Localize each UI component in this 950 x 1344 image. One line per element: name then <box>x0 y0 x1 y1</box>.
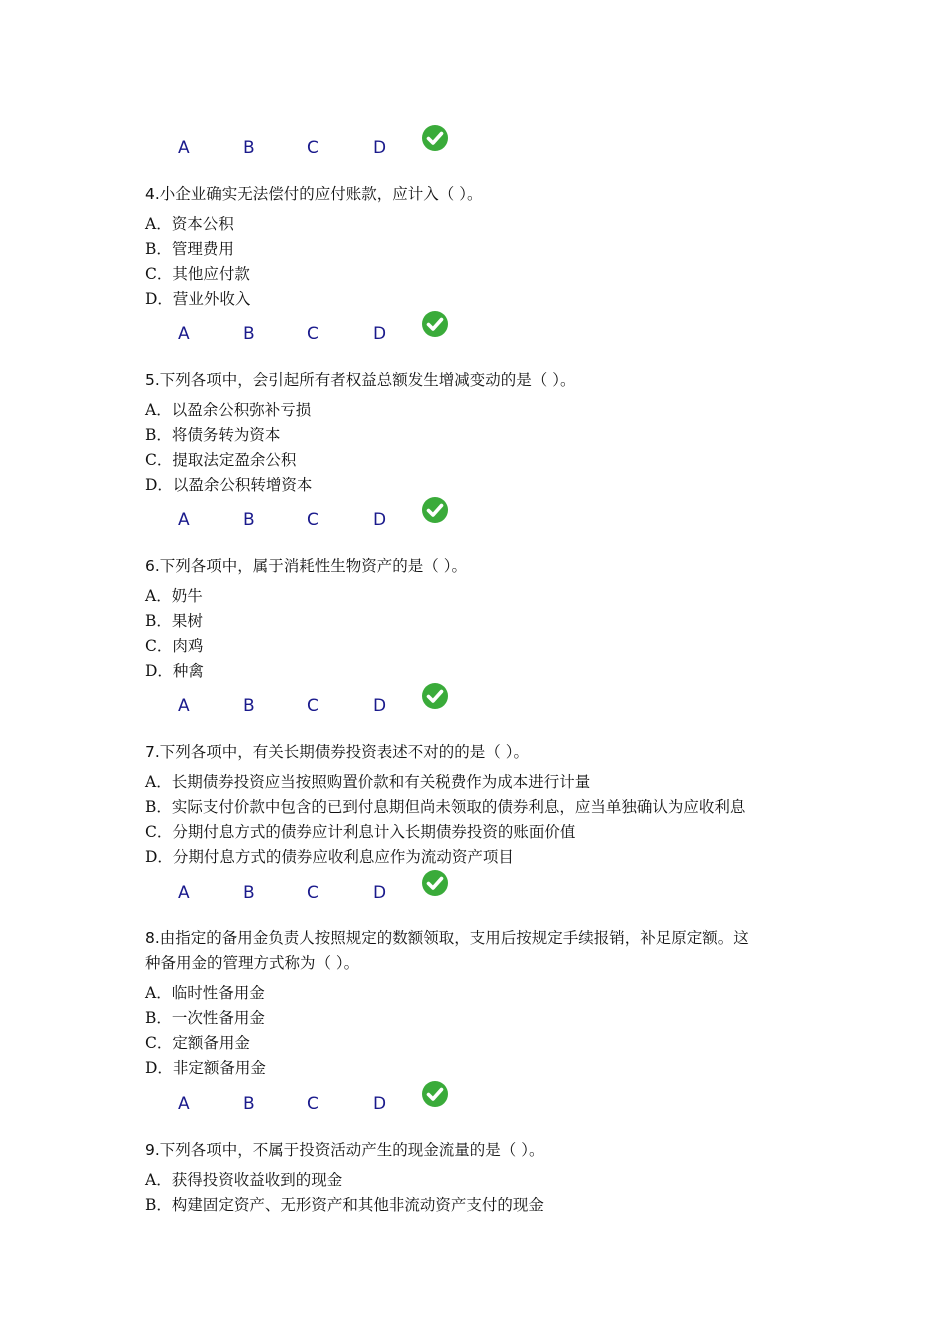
question-stem <box>145 182 825 207</box>
question-number: 9. <box>145 1141 160 1159</box>
answer-choice-a[interactable]: A <box>178 138 190 158</box>
answer-choice-c[interactable]: C <box>307 510 319 530</box>
check-circle-icon <box>421 869 449 897</box>
answer-choice-c[interactable]: C <box>307 1094 319 1114</box>
answer-row <box>0 682 950 722</box>
question-text: 下列各项中，属于消耗性生物资产的是（ ）。 <box>159 557 467 575</box>
option-item: B．一次性备用金 <box>145 1009 265 1027</box>
option-item: B．管理费用 <box>145 240 234 258</box>
question-stem-line <box>145 182 825 207</box>
answer-choice-d[interactable]: D <box>373 324 387 344</box>
question-stem-line <box>145 926 825 951</box>
check-circle-icon <box>421 310 449 338</box>
answer-choice-a[interactable]: A <box>178 510 190 530</box>
question-text: 由指定的备用金负责人按照规定的数额领取，支用后按规定手续报销，补足原定额。这 <box>159 929 749 947</box>
option-item: B．将债务转为资本 <box>145 426 281 444</box>
check-circle-icon <box>421 124 449 152</box>
option-item: B．实际支付价款中包含的已到付息期但尚未领取的债券利息，应当单独确认为应收利息 <box>145 798 746 816</box>
question-stem <box>145 926 825 976</box>
answer-choice-d[interactable]: D <box>373 696 387 716</box>
check-circle-icon <box>421 682 449 710</box>
option-item: A．获得投资收益收到的现金 <box>145 1171 343 1189</box>
option-item: D．分期付息方式的债券应收利息应作为流动资产项目 <box>145 848 514 866</box>
question-text: 下列各项中，不属于投资活动产生的现金流量的是（ ）。 <box>159 1141 545 1159</box>
option-item: B．构建固定资产、无形资产和其他非流动资产支付的现金 <box>145 1196 544 1214</box>
question-number: 6. <box>145 557 160 575</box>
answer-row <box>0 310 950 350</box>
question-stem-line <box>145 1138 825 1163</box>
answer-choice-c[interactable]: C <box>307 696 319 716</box>
option-item: C．分期付息方式的债券应计利息计入长期债券投资的账面价值 <box>145 823 576 841</box>
answer-row <box>0 124 950 164</box>
option-item: A．奶牛 <box>145 587 203 605</box>
option-item: D．种禽 <box>145 662 204 680</box>
answer-choice-a[interactable]: A <box>178 1094 190 1114</box>
answer-choice-c[interactable]: C <box>307 883 319 903</box>
option-item: C．肉鸡 <box>145 637 204 655</box>
check-circle-icon <box>421 1080 449 1108</box>
question-stem-line <box>145 951 825 976</box>
question-stem <box>145 740 825 765</box>
option-list <box>145 1168 544 1218</box>
option-item: A．资本公积 <box>145 215 234 233</box>
option-list <box>145 981 266 1081</box>
question-number: 4. <box>145 185 160 203</box>
option-list <box>145 584 204 684</box>
answer-choice-d[interactable]: D <box>373 883 387 903</box>
option-item: C．提取法定盈余公积 <box>145 451 297 469</box>
answer-choice-b[interactable]: B <box>243 883 255 903</box>
answer-choice-d[interactable]: D <box>373 1094 387 1114</box>
check-circle-icon <box>421 496 449 524</box>
option-list <box>145 212 250 312</box>
answer-choice-d[interactable]: D <box>373 138 387 158</box>
option-item: D．非定额备用金 <box>145 1059 266 1077</box>
question-text: 种备用金的管理方式称为（ ）。 <box>145 954 360 972</box>
answer-row <box>0 869 950 909</box>
answer-choice-b[interactable]: B <box>243 696 255 716</box>
answer-row <box>0 1080 950 1120</box>
answer-choice-b[interactable]: B <box>243 324 255 344</box>
question-stem-line <box>145 554 825 579</box>
option-item: A．长期债券投资应当按照购置价款和有关税费作为成本进行计量 <box>145 773 591 791</box>
answer-choice-d[interactable]: D <box>373 510 387 530</box>
option-list <box>145 398 312 498</box>
option-item: C．其他应付款 <box>145 265 250 283</box>
question-number: 5. <box>145 371 160 389</box>
question-number: 8. <box>145 929 160 947</box>
option-item: D．以盈余公积转增资本 <box>145 476 313 494</box>
option-item: A．以盈余公积弥补亏损 <box>145 401 312 419</box>
question-text: 小企业确实无法偿付的应付账款，应计入（ ）。 <box>159 185 483 203</box>
question-number: 7. <box>145 743 160 761</box>
answer-choice-b[interactable]: B <box>243 138 255 158</box>
answer-choice-a[interactable]: A <box>178 324 190 344</box>
option-item: A．临时性备用金 <box>145 984 265 1002</box>
answer-choice-c[interactable]: C <box>307 138 319 158</box>
answer-choice-c[interactable]: C <box>307 324 319 344</box>
option-item: B．果树 <box>145 612 203 630</box>
answer-row <box>0 496 950 536</box>
option-item: C．定额备用金 <box>145 1034 250 1052</box>
question-stem <box>145 368 825 393</box>
question-stem-line <box>145 740 825 765</box>
question-text: 下列各项中，会引起所有者权益总额发生增减变动的是（ ）。 <box>159 371 576 389</box>
question-stem-line <box>145 368 825 393</box>
option-item: D．营业外收入 <box>145 290 251 308</box>
answer-choice-a[interactable]: A <box>178 696 190 716</box>
answer-choice-a[interactable]: A <box>178 883 190 903</box>
question-stem <box>145 554 825 579</box>
option-list <box>145 770 745 870</box>
answer-choice-b[interactable]: B <box>243 510 255 530</box>
answer-choice-b[interactable]: B <box>243 1094 255 1114</box>
question-text: 下列各项中，有关长期债券投资表述不对的的是（ ）。 <box>159 743 529 761</box>
question-stem <box>145 1138 825 1163</box>
